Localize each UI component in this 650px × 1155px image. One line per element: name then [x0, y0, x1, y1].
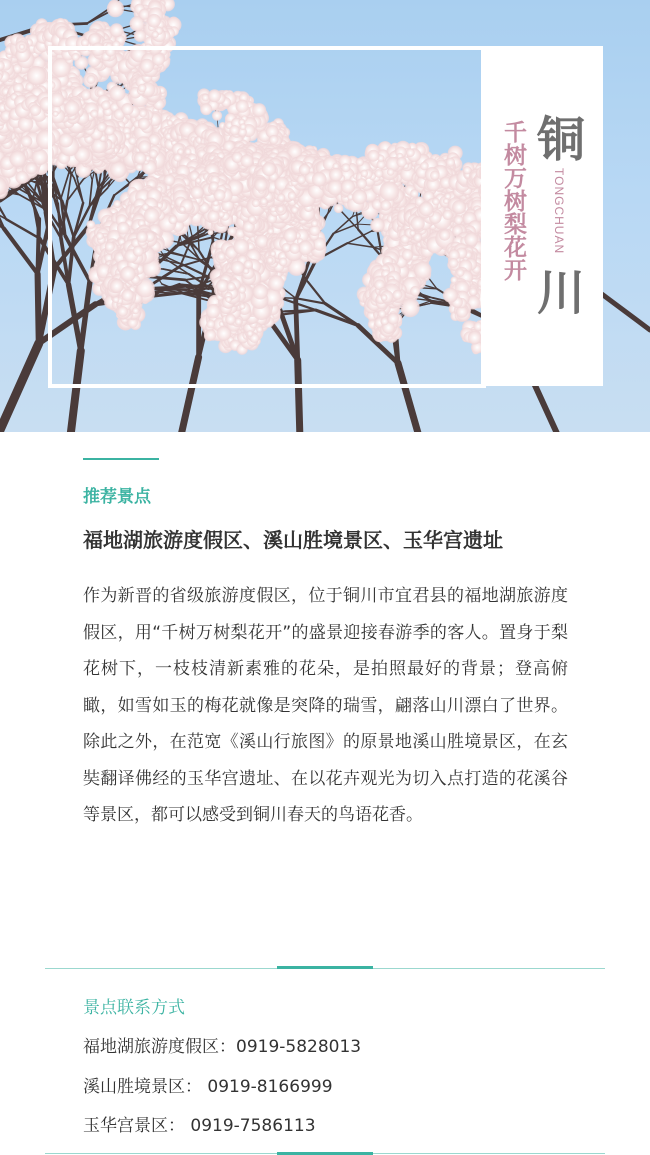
- contact-item: 玉华宫景区： 0919-7586113: [83, 1111, 316, 1136]
- section-divider-accent: [277, 966, 373, 969]
- recommend-label: 推荐景点: [83, 482, 151, 507]
- city-name-char-1: 铜: [537, 115, 585, 165]
- city-pinyin: TONGCHUAN: [552, 168, 566, 254]
- section-accent-line: [83, 458, 159, 460]
- photo-frame: [48, 46, 486, 388]
- contact-item: 福地湖旅游度假区：0919-5828013: [83, 1032, 361, 1057]
- city-name-char-2: 川: [537, 268, 585, 318]
- recommend-paragraph: 作为新晋的省级旅游度假区，位于铜川市宜君县的福地湖旅游度假区，用“千树万树梨花开”的盛景迎接春游季的客人。置身于梨花树下，一枝枝清新素雅的花朵，是拍照最好的背景；登高俯瞰，如雪如玉的梅花就像是突降的瑞雪，翩落山川漂白了世界。除此之外，在范宽《溪山行旅图》的原景地溪山胜境景区，在玄奘翻译佛经的玉华宫遗址、在以花卉观光为切入点打造的花溪谷等景区，都可以感受到铜川春天的鸟语花香。: [83, 578, 568, 834]
- contact-label: 景点联系方式: [83, 993, 185, 1018]
- recommend-headline: 福地湖旅游度假区、溪山胜境景区、玉华宫遗址: [83, 524, 503, 553]
- hero-subtitle: 千树万树梨花开: [496, 120, 526, 281]
- contact-item: 溪山胜境景区： 0919-8166999: [83, 1072, 333, 1097]
